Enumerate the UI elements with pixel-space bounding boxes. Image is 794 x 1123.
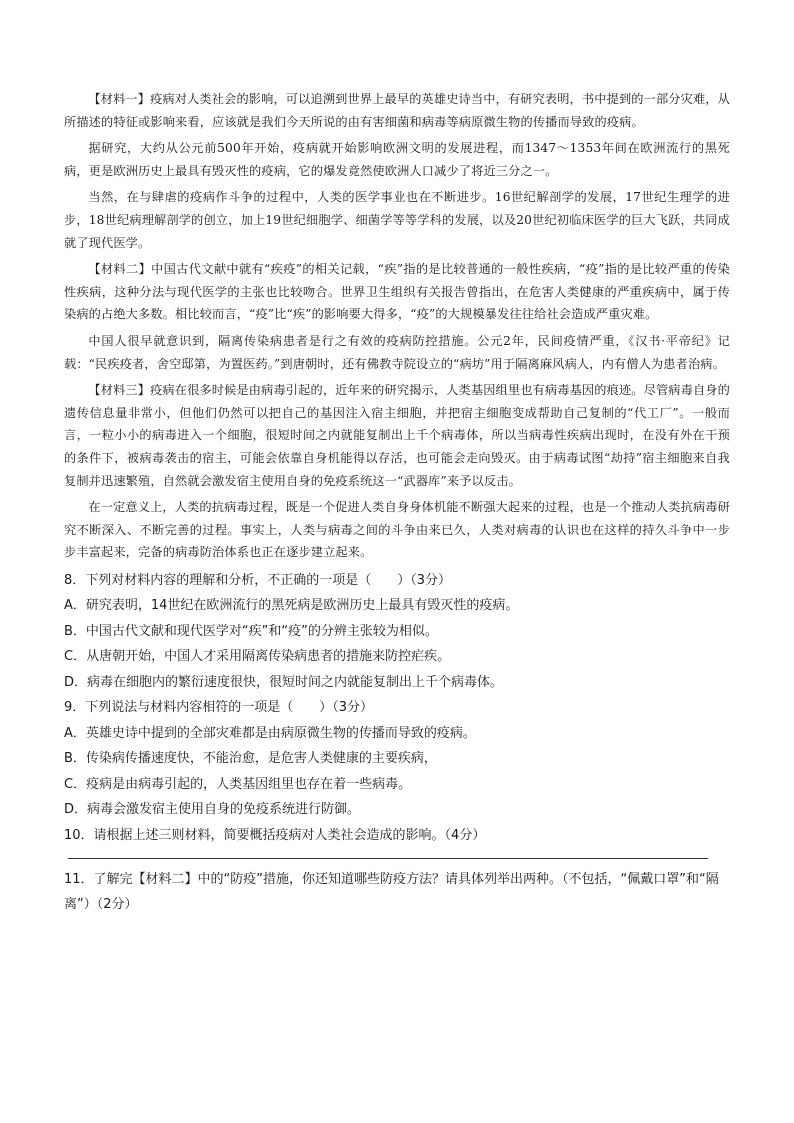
answer-line[interactable] bbox=[68, 858, 708, 859]
material-1-paragraph-3: 当然，在与肆虐的疫病作斗争的过程中，人类的医学事业也在不断进步。16世纪解剖学的发展，17世纪生理学的进步，18世纪病理解剖学的创立，加上19世纪细胞学、细菌学等等学科的发展，以及20世纪初临床医学的巨大飞跃，共同成就了现代医学。 bbox=[64, 190, 730, 250]
question-8-option-c: C．从唐朝开始，中国人才采用隔离传染病患者的措施来防控疟疾。 bbox=[64, 649, 451, 665]
material-3-paragraph-2: 在一定意义上，人类的抗病毒过程，既是一个促进人类自身身体机能不断强大起来的过程，也是一个推动人类抗病毒研究不断深入、不断完善的过程。事实上，人类与病毒之间的斗争由来已久，人类对病毒的认识也在这样的持久斗争中一步步丰富起来，完备的病毒防治体系也正在逐步建立起来。 bbox=[64, 500, 730, 560]
material-1-paragraph-2: 据研究，大约从公元前500年开始，疫病就开始影响欧洲文明的发展进程，而1347～1353年间在欧洲流行的黑死病，更是欧洲历史上最具有毁灭性的疫病，它的爆发竟然使欧洲人口减少了将近三分之一。 bbox=[64, 141, 730, 178]
material-1-paragraph-1: 【材料一】疫病对人类社会的影响，可以追溯到世界上最早的英雄史诗当中，有研究表明，书中提到的一部分灾难，从所描述的特征或影响来看，应该就是我们今天所说的由有害细菌和病毒等病原微生物的传播而导致的疫病。 bbox=[64, 92, 730, 129]
question-8-option-b: B．中国古代文献和现代医学对“疾”和“疫”的分辨主张较为相似。 bbox=[64, 623, 438, 639]
question-8 bbox=[64, 568, 730, 696]
question-9-option-d: D．病毒会激发宿主使用自身的免疫系统进行防御。 bbox=[64, 802, 361, 818]
question-9-option-c: C．疫病是由病毒引起的，人类基因组里也存在着一些病毒。 bbox=[64, 776, 412, 792]
question-8-stem: 8．下列对材料内容的理解和分析，不正确的一项是（ ）（3分） bbox=[64, 572, 452, 588]
question-9-stem: 9．下列说法与材料内容相符的一项是（ ）（3分） bbox=[64, 700, 374, 716]
reading-materials bbox=[64, 88, 730, 564]
material-2-paragraph-2: 中国人很早就意识到，隔离传染病患者是行之有效的疫病防控措施。公元2年，民间疫情严重，《汉书·平帝纪》记载：“民疾疫者，舍空邸第，为置医药。”到唐朝时，还有佛教寺院设立的“病坊”用于隔离麻风病人，内有僧人为患者治病。 bbox=[64, 333, 730, 371]
question-8-option-d: D．病毒在细胞内的繁衍速度很快，很短时间之内就能复制出上千个病毒体。 bbox=[64, 674, 504, 690]
question-10 bbox=[64, 823, 730, 860]
question-11-stem: 11．了解完【材料二】中的“防疫”措施，你还知道哪些防疫方法？请具体列举出两种。（不包括，“佩戴口罩”和“隔离”）（2分） bbox=[64, 872, 719, 913]
question-9-option-b: B．传染病传播速度快，不能治愈，是危害人类健康的主要疾病， bbox=[64, 751, 437, 767]
question-10-stem: 10．请根据上述三则材料，简要概括疫病对人类社会造成的影响。（4分） bbox=[64, 827, 486, 843]
question-9-option-a: A．英雄史诗中提到的全部灾难都是由病原微生物的传播而导致的疫病。 bbox=[64, 725, 476, 741]
question-8-option-a: A．研究表明，14世纪在欧洲流行的黑死病是欧洲历史上最具有毁灭性的疫病。 bbox=[64, 598, 519, 614]
material-3-paragraph-1: 【材料三】疫病在很多时候是由病毒引起的，近年来的研究揭示，人类基因组里也有病毒基因的痕迹。尽管病毒自身的遗传信息量非常小，但他们仍然可以把自己的基因注入宿主细胞，并把宿主细胞变成帮助自己复制的“代工厂”。一般而言，一粒小小的病毒进入一个细胞，很短时间之内就能复制出上千个病毒体，所以当病毒性疾病出现时，在没有外在干预的条件下，被病毒袭击的宿主，可能会依靠自身机能得以存活，也可能会走向毁灭。由于病毒试图“劫持”宿主细胞来自我复制并迅速繁殖，自然就会激发宿主使用自身的免疫系统这一“武器库”来予以反击。 bbox=[64, 383, 730, 488]
questions bbox=[64, 568, 730, 918]
question-9 bbox=[64, 695, 730, 823]
question-11 bbox=[64, 867, 730, 917]
material-2-paragraph-1: 【材料二】中国古代文献中就有“疾疫”的相关记载，“疾”指的是比较普通的一般性疾病，“疫”指的是比较严重的传染性疾病，这种分法与现代医学的主张也比较吻合。世界卫生组织有关报告曾指出，在危害人类健康的严重疾病中，属于传染病的占绝大多数。相比较而言，“疫”比“疾”的影响要大得多，“疫”的大规模暴发往往给社会造成严重灾难。 bbox=[64, 262, 730, 322]
